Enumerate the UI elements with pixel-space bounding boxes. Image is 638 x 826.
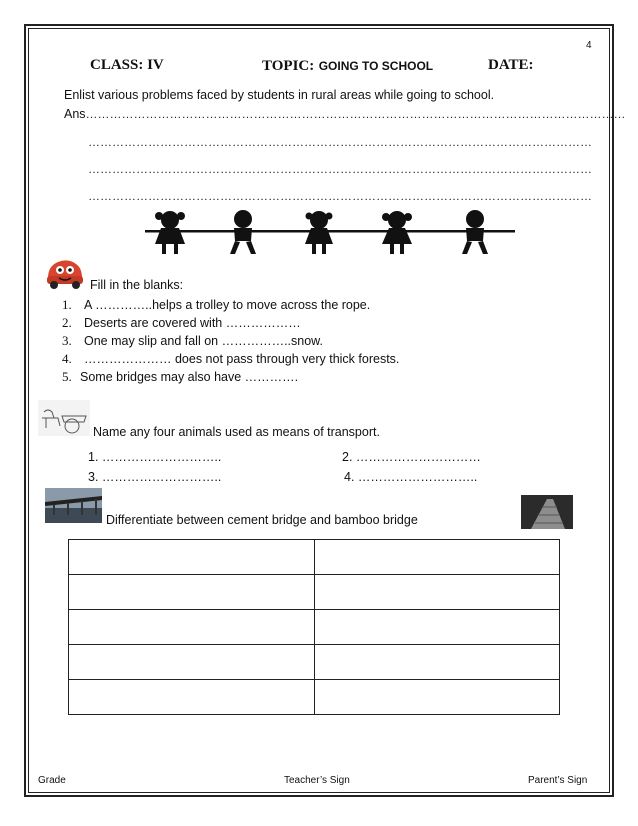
topic-heading: [262, 57, 433, 75]
q2-item-3: [62, 333, 323, 349]
footer-teacher-sign: Teacher’s Sign: [284, 775, 350, 786]
q2-item-1: [62, 297, 370, 313]
q2-num-4: 4.: [62, 351, 72, 366]
cartoon-car-icon: [44, 256, 86, 290]
cement-bridge-photo-icon: [45, 488, 102, 523]
q3-blank-2: 2. …………………………: [342, 450, 481, 464]
q4-title: Differentiate between cement bridge and bamboo bridge: [106, 513, 418, 527]
q1-line-1: ………………………………………………………………………………………………………………: [88, 135, 592, 149]
page-number: 4: [586, 40, 592, 51]
q2-item-2: [62, 315, 301, 331]
q2-text-5: Some bridges may also have ………….: [80, 370, 299, 384]
q1-question: Enlist various problems faced by students in rural areas while going to school.: [64, 88, 495, 102]
q2-text-2: Deserts are covered with ………………: [84, 316, 301, 330]
q2-item-4: [62, 351, 399, 367]
table-cell[interactable]: [314, 645, 560, 680]
table-cell[interactable]: [69, 610, 315, 645]
table-cell[interactable]: [314, 610, 560, 645]
table-cell[interactable]: [314, 540, 560, 575]
topic-label: TOPIC:: [262, 58, 315, 74]
q2-num-5: 5.: [62, 369, 72, 384]
table-cell[interactable]: [69, 680, 315, 715]
table-cell[interactable]: [314, 575, 560, 610]
q2-text-1: A …………..helps a trolley to move across the rope.: [84, 298, 371, 312]
q1-line-3: ………………………………………………………………………………………………………………: [88, 189, 592, 203]
q3-title: Name any four animals used as means of transport.: [93, 425, 380, 439]
q2-num-3: 3.: [62, 333, 72, 348]
class-label: CLASS: IV: [90, 57, 164, 73]
table-cell[interactable]: [69, 645, 315, 680]
q2-item-5: [62, 369, 298, 385]
q2-title: Fill in the blanks:: [90, 278, 184, 292]
topic-value: GOING TO SCHOOL: [318, 59, 434, 73]
q2-text-3: One may slip and fall on ……………..snow.: [84, 334, 323, 348]
q2-num-2: 2.: [62, 315, 72, 330]
q1-answer-line: [64, 107, 626, 121]
q1-line-2: ………………………………………………………………………………………………………………: [88, 162, 592, 176]
ans-prefix: Ans: [64, 107, 86, 121]
differentiate-table: [68, 539, 560, 715]
bamboo-bridge-photo-icon: [521, 495, 573, 529]
table-cell[interactable]: [314, 680, 560, 715]
ans-dots: ………………………………………………………………………………………………………………………: [85, 107, 626, 121]
bullock-cart-sketch-icon: [38, 400, 90, 436]
table-row: [69, 645, 560, 680]
q3-blank-3: 3. ………………………..: [88, 470, 222, 484]
table-row: [69, 540, 560, 575]
date-label: DATE:: [488, 57, 534, 73]
table-row: [69, 680, 560, 715]
q2-text-4: ………………… does not pass through very thick forests.: [84, 352, 400, 366]
footer-parent-sign: Parent’s Sign: [528, 775, 588, 786]
q2-num-1: 1.: [62, 297, 72, 312]
table-cell[interactable]: [69, 575, 315, 610]
table-cell[interactable]: [69, 540, 315, 575]
footer-grade: Grade: [38, 775, 66, 786]
table-row: [69, 575, 560, 610]
q3-blank-1: 1. ………………………..: [88, 450, 222, 464]
table-row: [69, 610, 560, 645]
children-holding-hands-clipart: [135, 208, 525, 256]
q3-blank-4: 4. ………………………..: [344, 470, 478, 484]
